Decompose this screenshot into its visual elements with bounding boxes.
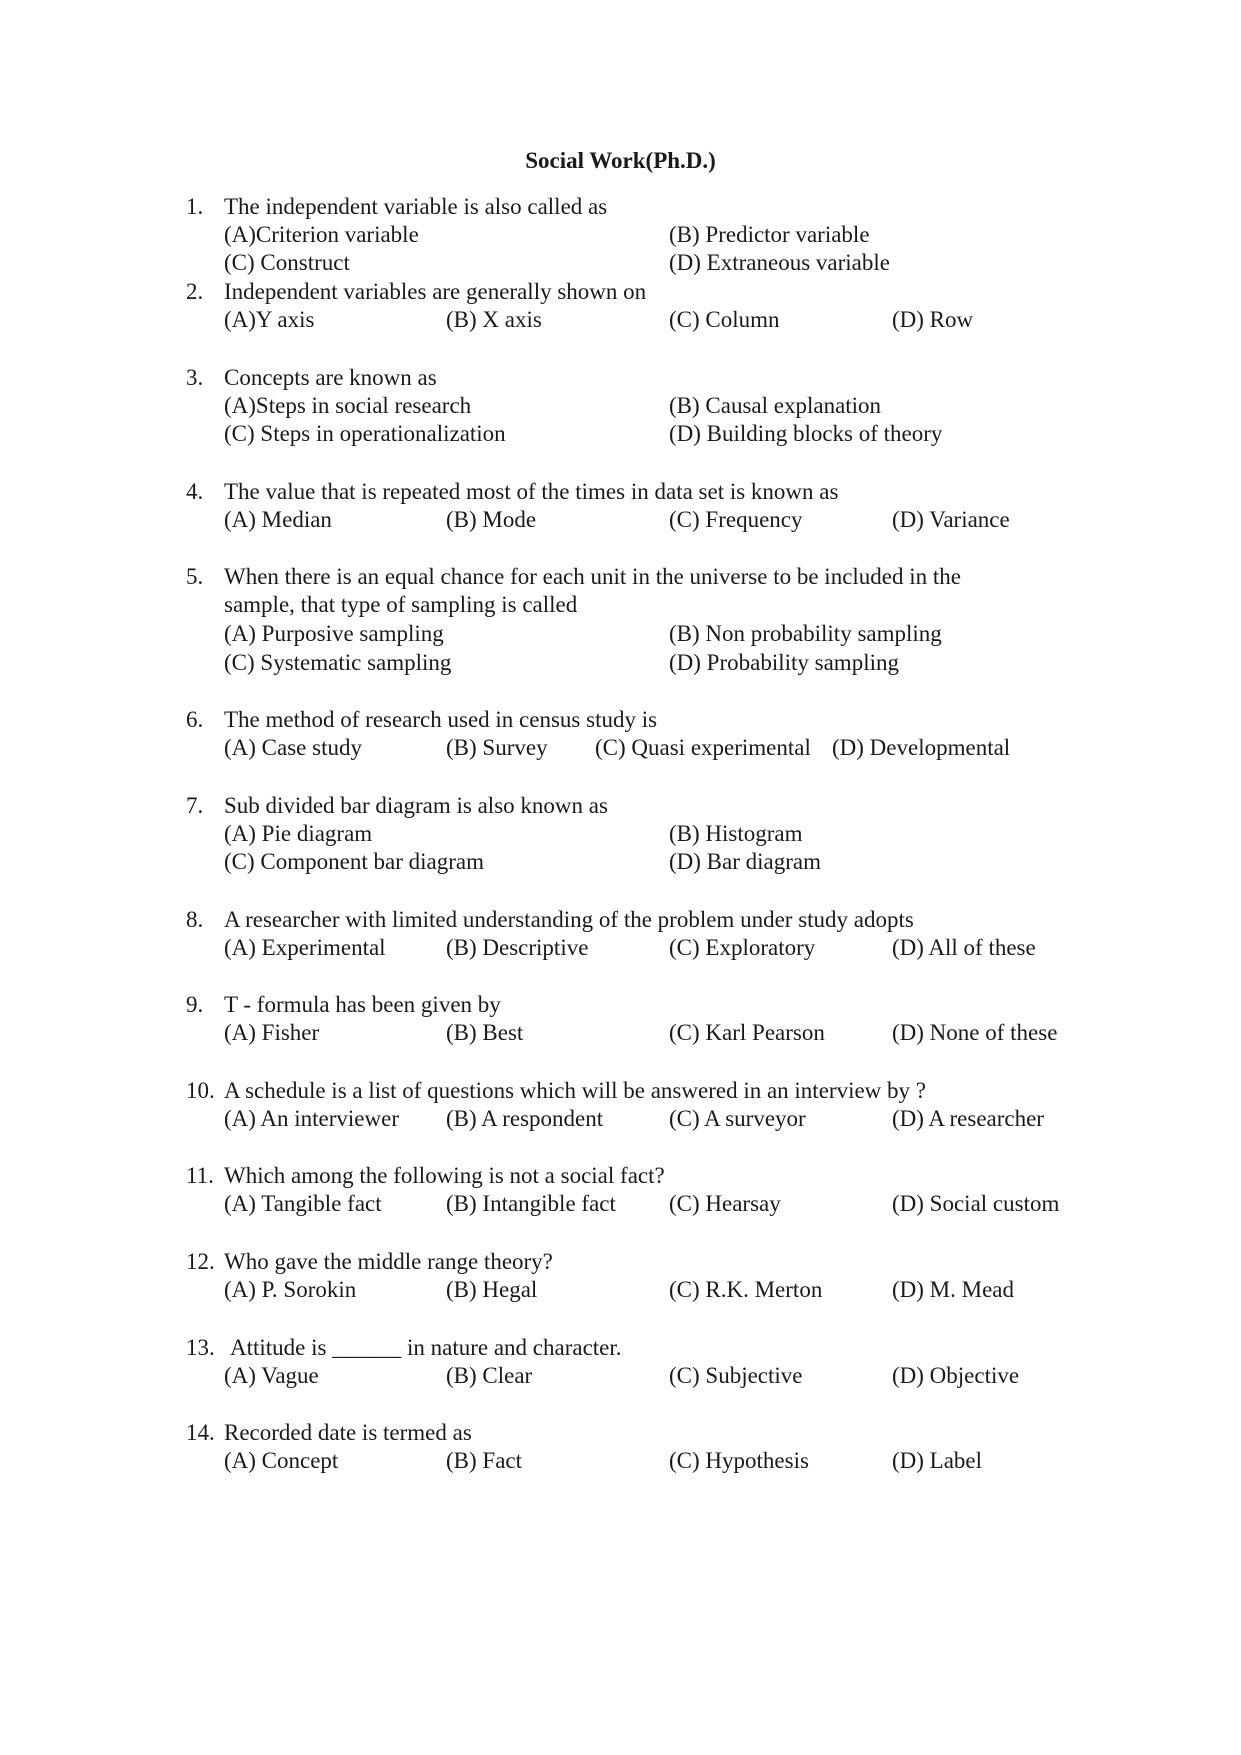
question-text: The value that is repeated most of the times in data set is known as xyxy=(224,479,839,504)
option-c: (C) Frequency xyxy=(669,507,803,532)
option-d: (D) Social custom xyxy=(892,1191,1060,1216)
option-b: (B) Intangible fact xyxy=(446,1191,616,1216)
option-b: (B) Best xyxy=(446,1020,524,1045)
option-d: (D) Bar diagram xyxy=(669,849,821,874)
question-text: Which among the following is not a social fact? xyxy=(224,1163,665,1188)
question-number: 8. xyxy=(186,907,204,932)
option-c: (C) Hypothesis xyxy=(669,1448,809,1473)
option-d: (D) All of these xyxy=(892,935,1036,960)
option-c: (C) Steps in operationalization xyxy=(224,421,506,446)
question-text: The method of research used in census study is xyxy=(224,707,658,732)
question-number: 3. xyxy=(186,365,204,390)
question-number: 7. xyxy=(186,793,204,818)
question-text: Independent variables are generally shown on xyxy=(224,279,647,304)
option-b: (B) Clear xyxy=(446,1363,533,1388)
option-b: (B) Survey xyxy=(446,735,548,760)
option-d: (D) M. Mead xyxy=(892,1277,1014,1302)
option-d: (D) Row xyxy=(892,307,974,332)
option-d: (D) Variance xyxy=(892,507,1010,532)
option-a: (A) Pie diagram xyxy=(224,821,373,846)
option-c: (C) Karl Pearson xyxy=(669,1020,825,1045)
question-text-continued: sample, that type of sampling is called xyxy=(224,592,578,617)
option-c: (C) A surveyor xyxy=(669,1106,806,1131)
question-text: Sub divided bar diagram is also known as xyxy=(224,793,608,818)
question-number: 14. xyxy=(186,1420,215,1445)
option-b: (B) Fact xyxy=(446,1448,523,1473)
option-c: (C) Exploratory xyxy=(669,935,816,960)
question-number: 1. xyxy=(186,194,204,219)
option-b: (B) Causal explanation xyxy=(669,393,882,418)
option-a: (A) Case study xyxy=(224,735,362,760)
option-d: (D) A researcher xyxy=(892,1106,1044,1131)
question-number: 11. xyxy=(186,1163,214,1188)
question-text: Recorded date is termed as xyxy=(224,1420,472,1445)
question-number: 4. xyxy=(186,479,204,504)
question-text: The independent variable is also called as xyxy=(224,194,608,219)
option-c: (C) Component bar diagram xyxy=(224,849,484,874)
option-d: (D) Label xyxy=(892,1448,983,1473)
option-d: (D) Extraneous variable xyxy=(669,250,890,275)
question-number: 13. xyxy=(186,1335,215,1360)
question-text: T - formula has been given by xyxy=(224,992,501,1017)
question-text: A researcher with limited understanding of the problem under study adopts xyxy=(224,907,914,932)
option-a: (A)Criterion variable xyxy=(224,222,419,247)
question-text: Who gave the middle range theory? xyxy=(224,1249,553,1274)
option-a: (A) Fisher xyxy=(224,1020,320,1045)
question-number: 2. xyxy=(186,279,204,304)
option-a: (A) Experimental xyxy=(224,935,386,960)
option-b: (B) Non probability sampling xyxy=(669,621,942,646)
question-number: 9. xyxy=(186,992,204,1017)
option-a: (A)Steps in social research xyxy=(224,393,472,418)
question-number: 5. xyxy=(186,564,204,589)
option-d: (D) Objective xyxy=(892,1363,1020,1388)
option-c: (C) R.K. Merton xyxy=(669,1277,823,1302)
option-a: (A) Concept xyxy=(224,1448,339,1473)
option-b: (B) X axis xyxy=(446,307,542,332)
option-c: (C) Quasi experimental xyxy=(595,735,811,760)
page-title: Social Work(Ph.D.) xyxy=(525,148,716,173)
question-number: 12. xyxy=(186,1249,215,1274)
option-c: (C) Construct xyxy=(224,250,350,275)
option-a: (A) Purposive sampling xyxy=(224,621,444,646)
question-text: Attitude is ______ in nature and character. xyxy=(230,1335,622,1360)
option-d: (D) None of these xyxy=(892,1020,1058,1045)
option-a: (A) Median xyxy=(224,507,332,532)
option-b: (B) Mode xyxy=(446,507,537,532)
option-d: (D) Developmental xyxy=(832,735,1011,760)
option-c: (C) Systematic sampling xyxy=(224,650,452,675)
option-a: (A) P. Sorokin xyxy=(224,1277,357,1302)
option-b: (B) Descriptive xyxy=(446,935,589,960)
option-a: (A) Vague xyxy=(224,1363,319,1388)
question-text: When there is an equal chance for each unit in the universe to be included in the xyxy=(224,564,961,589)
option-a: (A) An interviewer xyxy=(224,1106,399,1131)
option-a: (A) Tangible fact xyxy=(224,1191,382,1216)
option-c: (C) Hearsay xyxy=(669,1191,781,1216)
option-c: (C) Column xyxy=(669,307,780,332)
option-d: (D) Probability sampling xyxy=(669,650,899,675)
option-b: (B) Predictor variable xyxy=(669,222,870,247)
question-number: 10. xyxy=(186,1078,215,1103)
option-b: (B) Histogram xyxy=(669,821,803,846)
option-b: (B) A respondent xyxy=(446,1106,604,1131)
question-number: 6. xyxy=(186,707,204,732)
option-c: (C) Subjective xyxy=(669,1363,803,1388)
question-text: Concepts are known as xyxy=(224,365,437,390)
option-d: (D) Building blocks of theory xyxy=(669,421,943,446)
option-a: (A)Y axis xyxy=(224,307,315,332)
option-b: (B) Hegal xyxy=(446,1277,538,1302)
question-text: A schedule is a list of questions which will be answered in an interview by ? xyxy=(224,1078,926,1103)
